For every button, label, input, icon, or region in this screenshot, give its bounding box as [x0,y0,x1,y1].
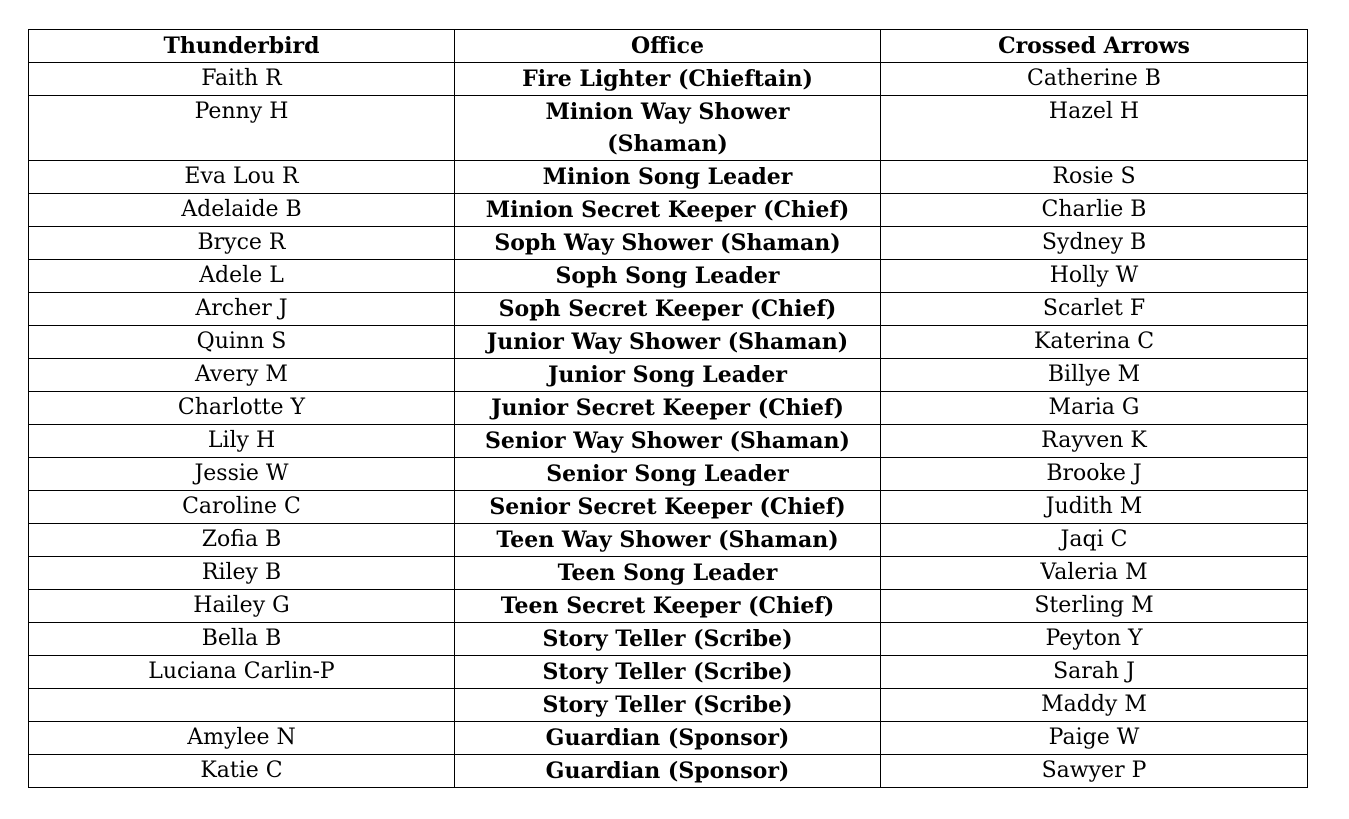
table-row [29,425,1308,458]
table-row [29,458,1308,491]
table-row [29,161,1308,194]
cell-crossed-arrows: Sawyer P [881,755,1308,788]
cell-thunderbird: Luciana Carlin-P [29,656,455,689]
cell-thunderbird [29,689,455,722]
cell-thunderbird: Avery M [29,359,455,392]
cell-thunderbird: Bryce R [29,227,455,260]
cell-office: Senior Secret Keeper (Chief) [455,491,881,524]
cell-crossed-arrows: Paige W [881,722,1308,755]
table-body [29,63,1308,788]
cell-thunderbird: Katie C [29,755,455,788]
table-row [29,656,1308,689]
cell-office: Minion Song Leader [455,161,881,194]
cell-office: Junior Secret Keeper (Chief) [455,392,881,425]
cell-office: Minion Way Shower (Shaman) [455,96,881,161]
cell-office: Guardian (Sponsor) [455,755,881,788]
table-header [29,30,1308,63]
table-row [29,359,1308,392]
cell-office: Guardian (Sponsor) [455,722,881,755]
cell-crossed-arrows: Sarah J [881,656,1308,689]
cell-crossed-arrows: Maria G [881,392,1308,425]
cell-thunderbird: Jessie W [29,458,455,491]
cell-thunderbird: Bella B [29,623,455,656]
cell-crossed-arrows: Jaqi C [881,524,1308,557]
cell-office: Minion Secret Keeper (Chief) [455,194,881,227]
cell-office: Story Teller (Scribe) [455,623,881,656]
cell-thunderbird: Caroline C [29,491,455,524]
table-row [29,689,1308,722]
cell-crossed-arrows: Charlie B [881,194,1308,227]
cell-crossed-arrows: Sterling M [881,590,1308,623]
cell-office: Soph Way Shower (Shaman) [455,227,881,260]
header-thunderbird: Thunderbird [29,30,455,63]
cell-crossed-arrows: Billye M [881,359,1308,392]
cell-thunderbird: Riley B [29,557,455,590]
cell-thunderbird: Adele L [29,260,455,293]
cell-office: Story Teller (Scribe) [455,656,881,689]
cell-thunderbird: Archer J [29,293,455,326]
table-row [29,194,1308,227]
cell-thunderbird: Quinn S [29,326,455,359]
header-crossed-arrows: Crossed Arrows [881,30,1308,63]
table-row [29,392,1308,425]
table-row [29,722,1308,755]
cell-office: Junior Way Shower (Shaman) [455,326,881,359]
cell-crossed-arrows: Holly W [881,260,1308,293]
cell-office: Teen Song Leader [455,557,881,590]
cell-office: Senior Song Leader [455,458,881,491]
table-row [29,590,1308,623]
table-row [29,326,1308,359]
cell-thunderbird: Lily H [29,425,455,458]
cell-crossed-arrows: Sydney B [881,227,1308,260]
cell-crossed-arrows: Brooke J [881,458,1308,491]
cell-office: Junior Song Leader [455,359,881,392]
cell-office: Teen Way Shower (Shaman) [455,524,881,557]
cell-crossed-arrows: Catherine B [881,63,1308,96]
cell-thunderbird: Adelaide B [29,194,455,227]
cell-crossed-arrows: Hazel H [881,96,1308,161]
cell-office: Soph Secret Keeper (Chief) [455,293,881,326]
cell-crossed-arrows: Judith M [881,491,1308,524]
table-row [29,557,1308,590]
cell-crossed-arrows: Peyton Y [881,623,1308,656]
table-row [29,755,1308,788]
officers-table [28,29,1308,788]
table-row [29,491,1308,524]
cell-crossed-arrows: Katerina C [881,326,1308,359]
cell-crossed-arrows: Rosie S [881,161,1308,194]
cell-office: Teen Secret Keeper (Chief) [455,590,881,623]
cell-crossed-arrows: Valeria M [881,557,1308,590]
table-row [29,227,1308,260]
cell-crossed-arrows: Rayven K [881,425,1308,458]
table-row [29,524,1308,557]
cell-crossed-arrows: Scarlet F [881,293,1308,326]
cell-thunderbird: Faith R [29,63,455,96]
header-office: Office [455,30,881,63]
header-row [29,30,1308,63]
cell-office: Fire Lighter (Chieftain) [455,63,881,96]
cell-office: Soph Song Leader [455,260,881,293]
cell-office: Story Teller (Scribe) [455,689,881,722]
table-row [29,293,1308,326]
cell-thunderbird: Amylee N [29,722,455,755]
cell-crossed-arrows: Maddy M [881,689,1308,722]
table-row [29,96,1308,161]
cell-thunderbird: Eva Lou R [29,161,455,194]
cell-thunderbird: Hailey G [29,590,455,623]
cell-thunderbird: Zofia B [29,524,455,557]
cell-office: Senior Way Shower (Shaman) [455,425,881,458]
table-row [29,260,1308,293]
table-row [29,63,1308,96]
cell-thunderbird: Charlotte Y [29,392,455,425]
table-row [29,623,1308,656]
cell-thunderbird: Penny H [29,96,455,161]
